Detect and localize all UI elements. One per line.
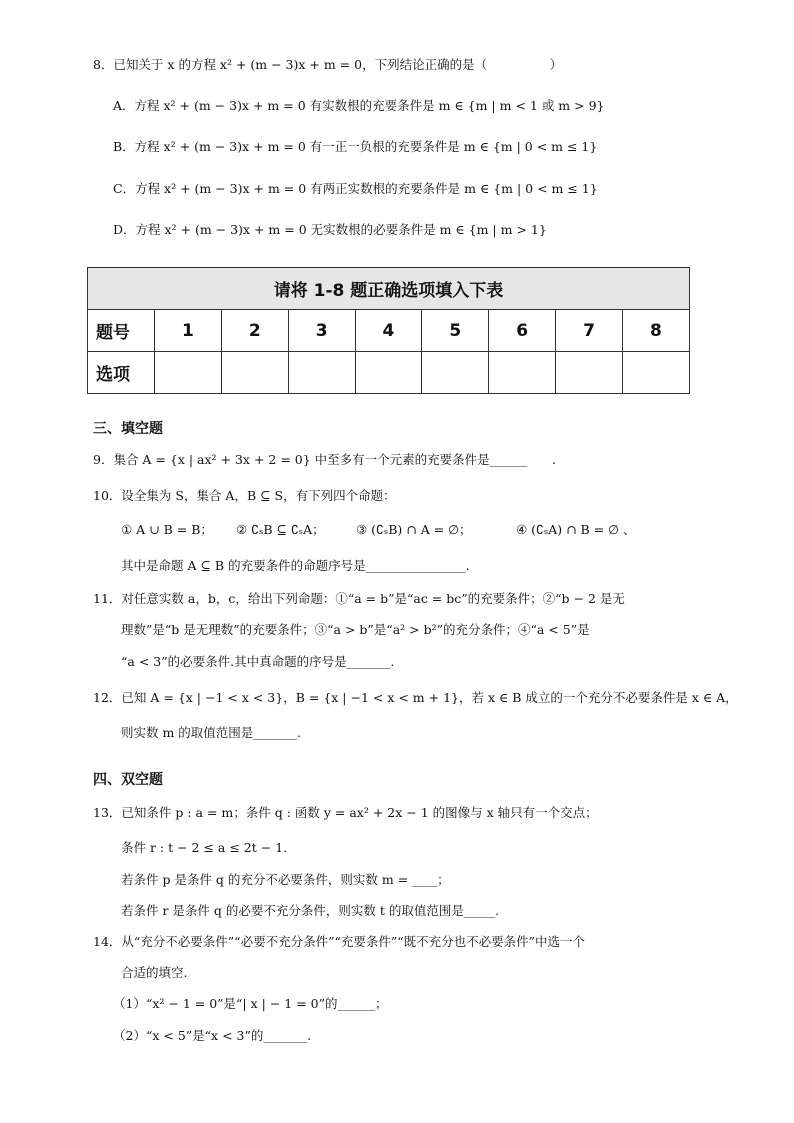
question-8: 8．已知关于 x 的方程 x² + (m − 3)x + m = 0，下列结论正确的是（ ） bbox=[93, 57, 563, 72]
answer-cell[interactable] bbox=[355, 352, 422, 394]
answer-cell[interactable] bbox=[556, 352, 623, 394]
q13-condition-r: 条件 r : t − 2 ≤ a ≤ 2t − 1. bbox=[121, 840, 288, 855]
q10-item-2: ② ∁ₛB ⊆ ∁ₛA； bbox=[236, 522, 325, 537]
answer-table-choice-label: 选项 bbox=[88, 352, 155, 394]
question-11-line-1: 11．对任意实数 a，b，c，给出下列命题：①“a = b”是“ac = bc”的充要条件；②“b − 2 是无 bbox=[93, 591, 625, 606]
answer-cell[interactable] bbox=[489, 352, 556, 394]
q14-part-1: （1）“x² − 1 = 0”是“| x | − 1 = 0”的______； bbox=[113, 996, 388, 1011]
section-3-heading: 三、填空题 bbox=[93, 421, 163, 437]
q8-option-b: B．方程 x² + (m − 3)x + m = 0 有一正一负根的充要条件是 m ∈ {m | 0 < m ≤ 1} bbox=[113, 139, 598, 154]
question-9: 9．集合 A = {x | ax² + 3x + 2 = 0} 中至多有一个元素的充要条件是______ . bbox=[93, 452, 557, 467]
question-13: 13．已知条件 p : a = m；条件 q : 函数 y = ax² + 2x − 1 的图像与 x 轴只有一个交点； bbox=[93, 805, 598, 820]
answer-table-number-label: 题号 bbox=[88, 310, 155, 352]
answer-table-choice-row bbox=[88, 352, 690, 394]
answer-cell[interactable] bbox=[622, 352, 689, 394]
q10-item-1: ① A ∪ B = B； bbox=[121, 522, 213, 537]
answer-table-number: 8 bbox=[622, 310, 689, 352]
answer-cell[interactable] bbox=[288, 352, 355, 394]
answer-cell[interactable] bbox=[422, 352, 489, 394]
answer-table-number: 5 bbox=[422, 310, 489, 352]
answer-table bbox=[87, 267, 690, 394]
q10-question: 其中是命题 A ⊆ B 的充要条件的命题序号是________________. bbox=[121, 558, 470, 573]
question-11-line-2: 理数”是“b 是无理数”的充要条件；③“a > b”是“a² > b²”的充分条件；④“a < 5”是 bbox=[121, 622, 590, 637]
answer-table-number: 4 bbox=[355, 310, 422, 352]
answer-table-number: 2 bbox=[221, 310, 288, 352]
answer-table-number: 6 bbox=[489, 310, 556, 352]
q8-option-d: D．方程 x² + (m − 3)x + m = 0 无实数根的必要条件是 m ∈ {m | m > 1} bbox=[113, 222, 547, 237]
q13-part-2: 若条件 r 是条件 q 的必要不充分条件，则实数 t 的取值范围是_____. bbox=[121, 903, 500, 918]
q14-part-2: （2）“x < 5”是“x < 3”的_______. bbox=[113, 1028, 312, 1043]
question-10: 10．设全集为 S，集合 A，B ⊆ S，有下列四个命题： bbox=[93, 488, 396, 503]
question-12-line-2: 则实数 m 的取值范围是_______. bbox=[121, 725, 302, 740]
answer-table-number: 1 bbox=[155, 310, 222, 352]
answer-table-number: 7 bbox=[556, 310, 623, 352]
answer-table-title: 请将 1-8 题正确选项填入下表 bbox=[88, 268, 690, 310]
answer-table-number: 3 bbox=[288, 310, 355, 352]
q8-option-a: A．方程 x² + (m − 3)x + m = 0 有实数根的充要条件是 m ∈ {m | m < 1 或 m > 9} bbox=[113, 98, 605, 113]
answer-cell[interactable] bbox=[221, 352, 288, 394]
answer-table-number-row bbox=[88, 310, 690, 352]
section-4-heading: 四、双空题 bbox=[93, 772, 163, 788]
question-14-line-1: 14．从“充分不必要条件”“必要不充分条件”“充要条件”“既不充分也不必要条件”中选一个 bbox=[93, 934, 586, 949]
question-14-line-2: 合适的填空. bbox=[121, 965, 188, 980]
q8-option-c: C．方程 x² + (m − 3)x + m = 0 有两正实数根的充要条件是 m ∈ {m | 0 < m ≤ 1} bbox=[113, 181, 598, 196]
q10-item-4: ④ (∁ₛA) ∩ B = ∅ 、 bbox=[516, 522, 636, 537]
q10-item-3: ③ (∁ₛB) ∩ A = ∅； bbox=[356, 522, 472, 537]
q13-part-1: 若条件 p 是条件 q 的充分不必要条件，则实数 m = ____； bbox=[121, 872, 450, 887]
question-11-line-3: “a < 3”的必要条件.其中真命题的序号是_______. bbox=[121, 654, 395, 669]
question-12-line-1: 12．已知 A = {x | −1 < x < 3}，B = {x | −1 < x < m + 1}，若 x ∈ B 成立的一个充分不必要条件是 x ∈ A， bbox=[93, 690, 738, 705]
answer-cell[interactable] bbox=[155, 352, 222, 394]
